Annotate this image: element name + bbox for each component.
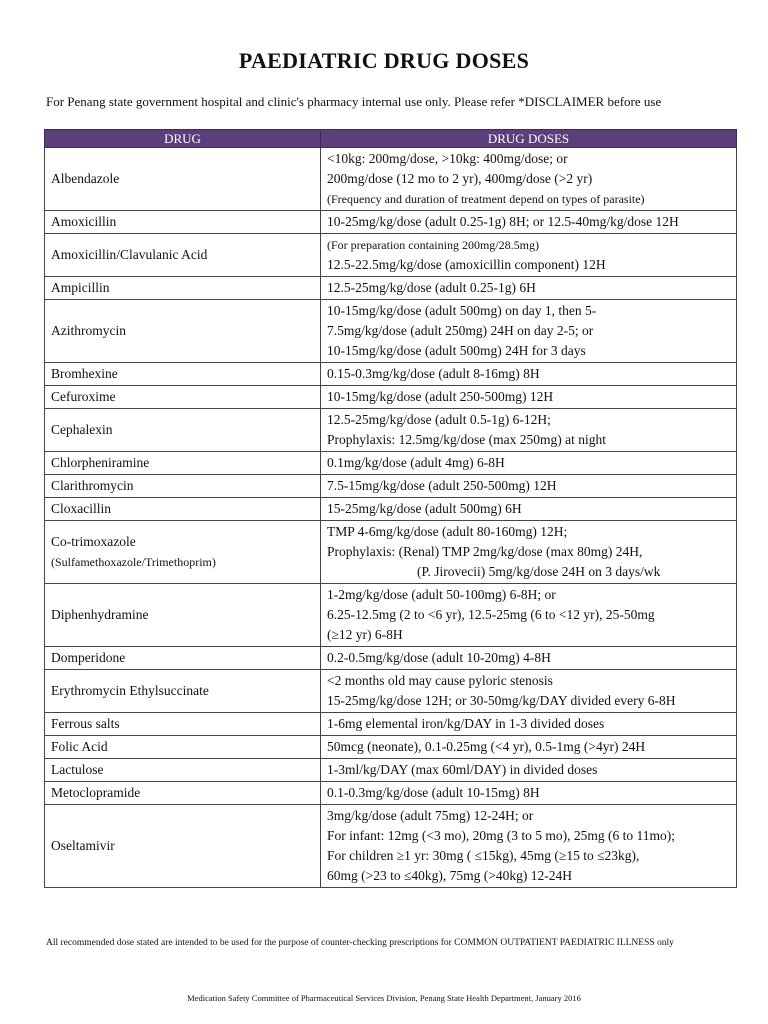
table-row	[45, 277, 737, 300]
drug-name: Amoxicillin/Clavulanic Acid	[51, 247, 208, 262]
table-row	[45, 234, 737, 277]
drug-name: Cloxacillin	[51, 501, 111, 516]
drug-dose-cell	[321, 736, 737, 759]
table-row	[45, 782, 737, 805]
dose-line: (≥12 yr) 6-8H	[327, 627, 403, 642]
usage-notice: For Penang state government hospital and clinic's pharmacy internal use only. Please refer *DISCLAIMER before use	[46, 94, 662, 109]
drug-name-cell	[45, 736, 321, 759]
dose-line: For children ≥1 yr: 30mg ( ≤15kg), 45mg (≥15 to ≤23kg),	[327, 848, 640, 863]
dose-line: (For preparation containing 200mg/28.5mg)	[327, 238, 539, 252]
dose-line: <2 months old may cause pyloric stenosis	[327, 673, 553, 688]
drug-name-cell	[45, 498, 321, 521]
drug-name-cell	[45, 670, 321, 713]
table-header-row	[45, 130, 737, 148]
table-row	[45, 300, 737, 363]
table-row	[45, 498, 737, 521]
drug-dose-cell	[321, 759, 737, 782]
drug-name: Azithromycin	[51, 323, 126, 338]
table-row	[45, 148, 737, 211]
dose-line: 200mg/dose (12 mo to 2 yr), 400mg/dose (>2 yr)	[327, 171, 593, 186]
table-row	[45, 363, 737, 386]
column-header-drug: DRUG	[45, 130, 321, 148]
dose-line: Prophylaxis: (Renal) TMP 2mg/kg/dose (max 80mg) 24H,	[327, 544, 643, 559]
drug-name-cell	[45, 805, 321, 888]
table-row	[45, 475, 737, 498]
drug-name: Bromhexine	[51, 366, 118, 381]
dose-line: 10-15mg/kg/dose (adult 500mg) 24H for 3 days	[327, 343, 586, 358]
drug-dose-cell	[321, 211, 737, 234]
dose-line: 12.5-22.5mg/kg/dose (amoxicillin component) 12H	[327, 257, 606, 272]
drug-name-cell	[45, 782, 321, 805]
drug-name: Cefuroxime	[51, 389, 116, 404]
dose-line: 1-2mg/kg/dose (adult 50-100mg) 6-8H; or	[327, 587, 556, 602]
drug-name-cell	[45, 759, 321, 782]
drug-dose-cell	[321, 363, 737, 386]
drug-name-cell	[45, 409, 321, 452]
dose-line: 15-25mg/kg/dose (adult 500mg) 6H	[327, 501, 522, 516]
drug-name-cell	[45, 386, 321, 409]
drug-name-cell	[45, 647, 321, 670]
dose-line: 0.15-0.3mg/kg/dose (adult 8-16mg) 8H	[327, 366, 540, 381]
dose-line: TMP 4-6mg/kg/dose (adult 80-160mg) 12H;	[327, 524, 568, 539]
dose-line: 10-15mg/kg/dose (adult 500mg) on day 1, then 5-	[327, 303, 597, 318]
footnote: All recommended dose stated are intended to be used for the purpose of counter-checking prescriptions for COMMON OUTPATIENT PAEDIATRIC ILLNESS only	[46, 938, 674, 948]
dose-line: 60mg (>23 to ≤40kg), 75mg (>40kg) 12-24H	[327, 868, 572, 883]
drug-dose-cell	[321, 452, 737, 475]
drug-name-cell	[45, 300, 321, 363]
drug-dose-cell	[321, 148, 737, 211]
table-row	[45, 713, 737, 736]
drug-dose-cell	[321, 277, 737, 300]
dose-line: 12.5-25mg/kg/dose (adult 0.5-1g) 6-12H;	[327, 412, 551, 427]
dose-line: 3mg/kg/dose (adult 75mg) 12-24H; or	[327, 808, 534, 823]
table-row	[45, 759, 737, 782]
drug-name: Oseltamivir	[51, 838, 115, 853]
drug-name: Domperidone	[51, 650, 126, 665]
drug-name-cell	[45, 452, 321, 475]
drug-name-cell	[45, 475, 321, 498]
dose-line: 12.5-25mg/kg/dose (adult 0.25-1g) 6H	[327, 280, 536, 295]
dose-line: 1-6mg elemental iron/kg/DAY in 1-3 divided doses	[327, 716, 605, 731]
drug-dose-cell	[321, 647, 737, 670]
table-row	[45, 584, 737, 647]
dose-line: 0.1-0.3mg/kg/dose (adult 10-15mg) 8H	[327, 785, 540, 800]
dose-line: For infant: 12mg (<3 mo), 20mg (3 to 5 mo), 25mg (6 to 11mo);	[327, 828, 675, 843]
dose-line: 0.1mg/kg/dose (adult 4mg) 6-8H	[327, 455, 505, 470]
drug-name: Cephalexin	[51, 422, 113, 437]
dose-line: (Frequency and duration of treatment depend on types of parasite)	[327, 192, 645, 206]
drug-name-cell	[45, 211, 321, 234]
dose-line: 10-25mg/kg/dose (adult 0.25-1g) 8H; or 12.5-40mg/kg/dose 12H	[327, 214, 679, 229]
drug-name: Erythromycin Ethylsuccinate	[51, 683, 209, 698]
drug-dose-cell	[321, 584, 737, 647]
table-row	[45, 521, 737, 584]
drug-name-cell	[45, 148, 321, 211]
drug-name: Ampicillin	[51, 280, 110, 295]
drug-name-subtitle: (Sulfamethoxazole/Trimethoprim)	[51, 555, 216, 569]
table-row	[45, 736, 737, 759]
drug-name: Ferrous salts	[51, 716, 120, 731]
drug-name-cell	[45, 713, 321, 736]
drug-name-cell	[45, 521, 321, 584]
dose-line: Prophylaxis: 12.5mg/kg/dose (max 250mg) at night	[327, 432, 606, 447]
dose-line: 6.25-12.5mg (2 to <6 yr), 12.5-25mg (6 to <12 yr), 25-50mg	[327, 607, 655, 622]
drug-name: Amoxicillin	[51, 214, 117, 229]
dose-line: <10kg: 200mg/dose, >10kg: 400mg/dose; or	[327, 151, 568, 166]
drug-name-cell	[45, 584, 321, 647]
drug-name: Co-trimoxazole	[51, 534, 136, 549]
dose-line: 7.5-15mg/kg/dose (adult 250-500mg) 12H	[327, 478, 557, 493]
drug-dose-cell	[321, 670, 737, 713]
dose-line: 10-15mg/kg/dose (adult 250-500mg) 12H	[327, 389, 554, 404]
drug-dose-cell	[321, 300, 737, 363]
drug-dose-cell	[321, 782, 737, 805]
drug-dose-cell	[321, 475, 737, 498]
document-title: PAEDIATRIC DRUG DOSES	[238, 48, 530, 73]
drug-name: Lactulose	[51, 762, 104, 777]
drug-dose-table	[44, 129, 737, 888]
dose-line: 7.5mg/kg/dose (adult 250mg) 24H on day 2-5; or	[327, 323, 594, 338]
drug-name-cell	[45, 277, 321, 300]
drug-name: Chlorpheniramine	[51, 455, 150, 470]
drug-dose-cell	[321, 409, 737, 452]
drug-name: Diphenhydramine	[51, 607, 149, 622]
drug-dose-cell	[321, 805, 737, 888]
dose-line: 50mcg (neonate), 0.1-0.25mg (<4 yr), 0.5-1mg (>4yr) 24H	[327, 739, 646, 754]
drug-name-cell	[45, 234, 321, 277]
dose-line: 1-3ml/kg/DAY (max 60ml/DAY) in divided doses	[327, 762, 598, 777]
dose-line: 15-25mg/kg/dose 12H; or 30-50mg/kg/DAY divided every 6-8H	[327, 693, 676, 708]
table-row	[45, 211, 737, 234]
credits: Medication Safety Committee of Pharmaceutical Services Division, Penang State Health Department, January 2016	[187, 993, 581, 1003]
column-header-drug-doses: DRUG DOSES	[321, 130, 737, 148]
drug-dose-cell	[321, 521, 737, 584]
drug-name: Clarithromycin	[51, 478, 134, 493]
dose-line: 0.2-0.5mg/kg/dose (adult 10-20mg) 4-8H	[327, 650, 551, 665]
drug-name: Folic Acid	[51, 739, 108, 754]
drug-dose-cell	[321, 234, 737, 277]
dose-line: (P. Jirovecii) 5mg/kg/dose 24H on 3 days/wk	[417, 564, 661, 579]
table-row	[45, 386, 737, 409]
table-row	[45, 409, 737, 452]
table-row	[45, 805, 737, 888]
table-row	[45, 452, 737, 475]
table-row	[45, 647, 737, 670]
table-row	[45, 670, 737, 713]
drug-name: Metoclopramide	[51, 785, 141, 800]
drug-dose-cell	[321, 386, 737, 409]
drug-name-cell	[45, 363, 321, 386]
drug-name: Albendazole	[51, 171, 120, 186]
drug-dose-cell	[321, 498, 737, 521]
drug-dose-cell	[321, 713, 737, 736]
